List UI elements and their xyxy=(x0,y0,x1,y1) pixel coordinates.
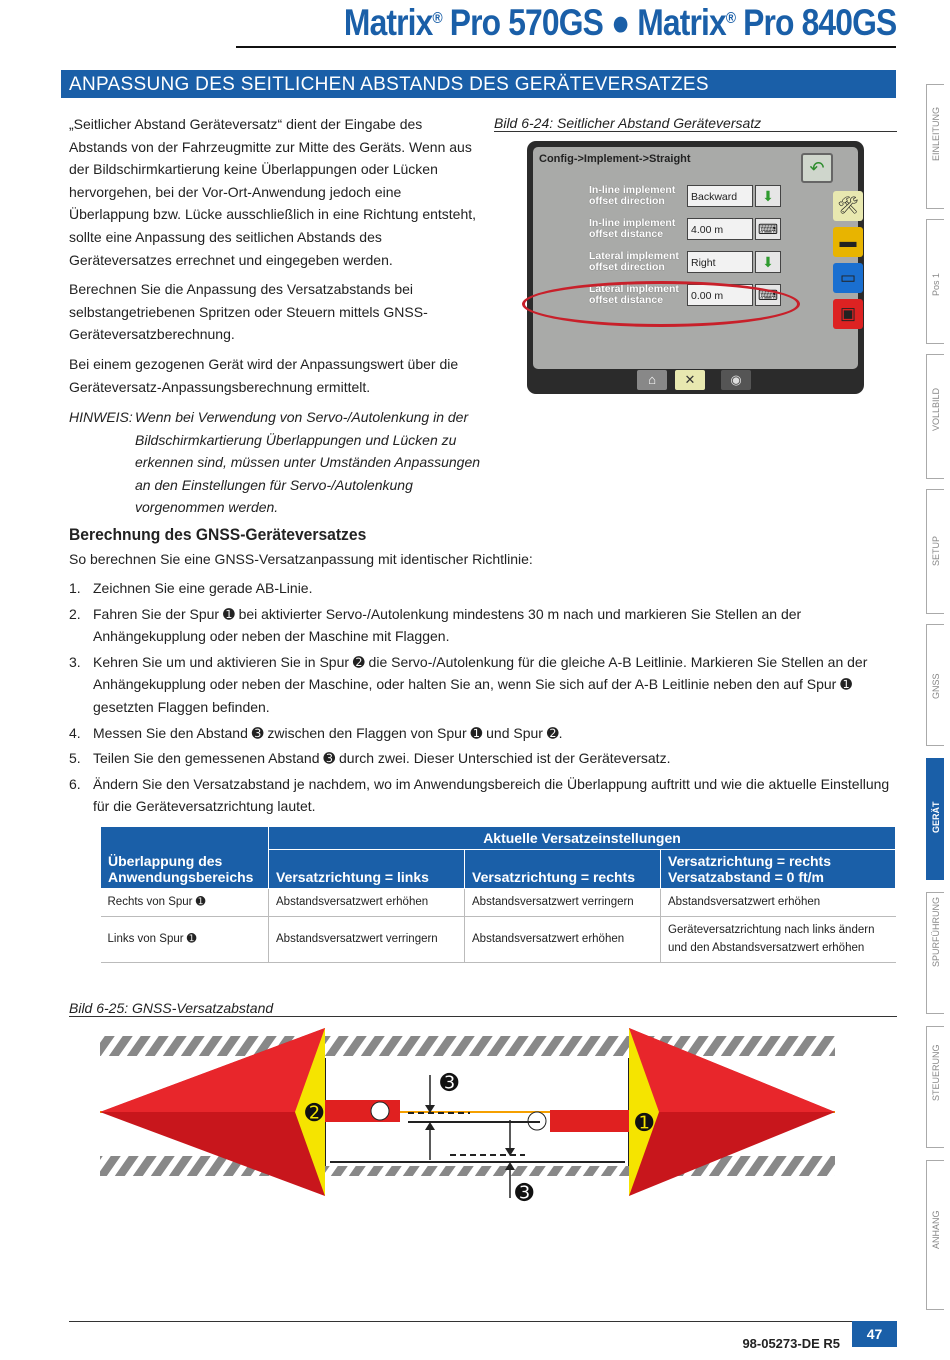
marker-3-bottom: ➌ xyxy=(515,1181,534,1206)
footer-rule xyxy=(69,1321,897,1322)
hint-label: HINWEIS: xyxy=(69,409,133,425)
table-row: Rechts von Spur ➊ Abstandsversatzwert erhöhen Abstandsversatzwert verringern Abstandsversatzwert erhöhen xyxy=(101,889,896,917)
side-tab-einleitung[interactable]: EINLEITUNG xyxy=(926,84,944,209)
hint-text: Wenn bei Verwendung von Servo-/Autolenkung in der Bildschirmkartierung Überlappungen und Lücken zu erkennen sind, müssen unter Umständen Anpassungen an den Einstellungen für Servo-/Autolenkung vorgenommen werden. xyxy=(135,409,481,516)
down-arrow-icon[interactable]: ⬇ xyxy=(755,185,781,207)
list-item: 2. Fahren Sie der Spur ➊ bei aktivierter Servo-/Autolenkung mindestens 30 m nach und markieren Sie Stellen an der Anhängekupplung oder neben der Maschine mit Flaggen. xyxy=(69,605,802,645)
screen-breadcrumb: Config->Implement->Straight xyxy=(539,153,691,165)
lateral-direction-field[interactable]: Right xyxy=(687,251,753,273)
marker-2: ➋ xyxy=(305,1101,324,1126)
keyboard-icon[interactable]: ⌨ xyxy=(755,218,781,240)
list-item: 6. Ändern Sie den Versatzabstand je nachdem, wo im Anwendungsbereich die Überlappung auftritt und wie die aktuelle Einstellung für die Geräteversatzrichtung lautet. xyxy=(69,775,890,815)
down-arrow-icon[interactable]: ⬇ xyxy=(755,251,781,273)
figure-caption-6-24: Bild 6-24: Seitlicher Abstand Geräteversatz xyxy=(494,115,762,131)
screen-display xyxy=(533,147,858,369)
lateral-distance-field[interactable]: 0.00 m xyxy=(687,284,753,306)
row-label-inline-dist: In-line implement offset distance xyxy=(589,217,676,240)
steps-intro: So berechnen Sie eine GNSS-Versatzanpassung mit identischer Richtlinie: xyxy=(69,551,533,567)
table-header-col: Versatzrichtung = rechts Versatzabstand = 0 ft/m xyxy=(661,850,896,889)
table-group-header: Aktuelle Versatzeinstellungen xyxy=(269,827,896,850)
side-tab-geraet[interactable]: GERÄT xyxy=(926,758,944,880)
tools-icon[interactable]: ✕ xyxy=(675,370,705,390)
toolbox-tab-icon[interactable]: ▣ xyxy=(833,299,863,329)
side-tab-setup[interactable]: SETUP xyxy=(926,489,944,614)
subheading: Berechnung des GNSS-Geräteversatzes xyxy=(69,525,367,544)
document-number: 98-05273-DE R5 xyxy=(742,1336,840,1351)
inline-direction-field[interactable]: Backward xyxy=(687,185,753,207)
paragraph-2: Berechnen Sie die Anpassung des Versatzabstands bei selbstangetriebenen Spritzen oder Steuern mittels GNSS-Geräteversatzberechnung. xyxy=(69,281,428,343)
side-tab-anhang[interactable]: ANHANG xyxy=(926,1160,944,1310)
paragraph-1: „Seitlicher Abstand Geräteversatz“ dient der Eingabe des Abstands von der Fahrzeugmitte zur Mitte des Geräts. Wenn aus der Bildschirmkartierung keine Überlappungen oder Lücken hervorgehen, bei der Vor-Ort-Anwendung jedoch eine Überlappung bzw. Lücke ausschließlich in eine Richtung entsteht, sollte eine Anpassung des seitlichen Abstands des Geräteversatzes errechnet und eingegeben werden. xyxy=(69,116,477,268)
home-icon[interactable]: ⌂ xyxy=(637,370,667,390)
steps-list xyxy=(69,577,899,821)
list-item: 1. Zeichnen Sie eine gerade AB-Linie. xyxy=(69,580,313,596)
side-tab-pos1[interactable]: Pos 1 xyxy=(926,219,944,344)
offset-table xyxy=(100,826,896,963)
gnss-offset-diagram xyxy=(80,1020,860,1220)
side-tab-vollbild[interactable]: VOLLBILD xyxy=(926,354,944,479)
header-rule xyxy=(236,46,896,48)
figure-rule xyxy=(494,131,897,132)
device-screen xyxy=(527,141,864,394)
side-tab-spurfuehrung[interactable]: SPURFÜHRUNG xyxy=(926,892,944,1014)
swath-hatch-top xyxy=(100,1036,835,1056)
product-title: Matrix® Pro 570GS ● Matrix® Pro 840GS xyxy=(343,2,896,43)
keyboard-icon[interactable]: ⌨ xyxy=(755,284,781,306)
table-header-col: Versatzrichtung = links xyxy=(269,850,465,889)
row-label-lateral-dist: Lateral implement offset distance xyxy=(589,283,679,306)
tools-tab-icon[interactable]: 🛠 xyxy=(833,191,863,221)
display-tab-icon[interactable]: ▭ xyxy=(833,263,863,293)
console-tab-icon[interactable]: ▬ xyxy=(833,227,863,257)
table-header-col: Versatzrichtung = rechts xyxy=(465,850,661,889)
paragraph-3: Bei einem gezogenen Gerät wird der Anpassungswert über die Geräteversatz-Anpassungsberechnung ermittelt. xyxy=(69,356,459,395)
table-row: Links von Spur ➊ Abstandsversatzwert verringern Abstandsversatzwert erhöhen Geräteversatzrichtung nach links ändern und den Abstandsversatzwert erhöhen xyxy=(101,916,896,962)
row-label-inline-dir: In-line implement offset direction xyxy=(589,184,676,207)
figure-rule xyxy=(69,1016,897,1017)
table-header-overlap: Überlappung des Anwendungsbereichs xyxy=(101,827,269,889)
list-item: 4. Messen Sie den Abstand ➌ zwischen den Flaggen von Spur ➊ und Spur ➋. xyxy=(69,724,563,741)
side-tab-steuerung[interactable]: STEUERUNG xyxy=(926,1026,944,1148)
side-tab-gnss[interactable]: GNSS xyxy=(926,624,944,746)
back-arrow-icon[interactable]: ↶ xyxy=(801,153,833,183)
inline-distance-field[interactable]: 4.00 m xyxy=(687,218,753,240)
page-number: 47 xyxy=(852,1321,897,1347)
vehicle-1-body xyxy=(550,1110,629,1132)
marker-1: ➊ xyxy=(635,1111,654,1136)
marker-3-top: ➌ xyxy=(440,1071,459,1096)
camera-icon[interactable]: ◉ xyxy=(721,370,751,390)
figure-caption-6-25: Bild 6-25: GNSS-Versatzabstand xyxy=(69,1000,274,1016)
section-title: ANPASSUNG DES SEITLICHEN ABSTANDS DES GERÄTEVERSATZES xyxy=(61,70,896,98)
highlight-ellipse xyxy=(522,281,800,327)
list-item: 3. Kehren Sie um und aktivieren Sie in Spur ➋ die Servo-/Autolenkung für die gleiche A-B Leitlinie. Markieren Sie Stellen an der Anhängekupplung oder neben der Maschine, oder halten Sie an, wenn Sie sich auf der A-B Leitlinie neben den auf Spur ➊ gesetzten Flaggen befinden. xyxy=(69,653,868,715)
row-label-lateral-dir: Lateral implement offset direction xyxy=(589,250,679,273)
list-item: 5. Teilen Sie den gemessenen Abstand ➌ durch zwei. Dieser Unterschied ist der Geräteversatz. xyxy=(69,750,671,767)
hint-note xyxy=(69,406,489,519)
